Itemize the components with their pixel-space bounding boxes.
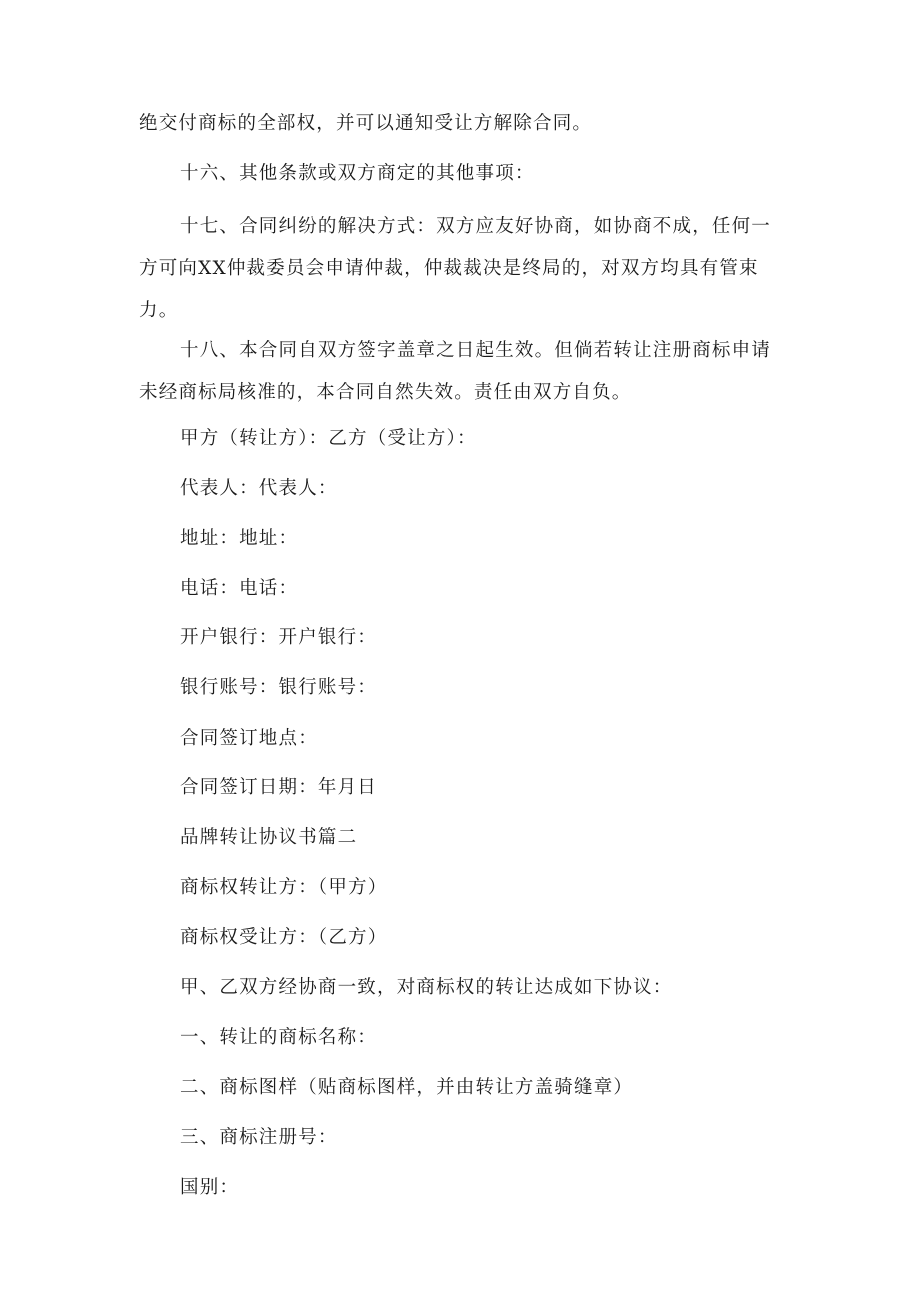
item-2: 二、商标图样（贴商标图样，并由转让方盖骑缝章） bbox=[180, 1077, 634, 1098]
item-1: 一、转让的商标名称： bbox=[180, 1027, 378, 1048]
signing-date-line: 合同签订日期：年月日 bbox=[180, 777, 378, 798]
clause-18: 十八、本合同自双方签字盖章之日起生效。但倘若转让注册商标申请未经商标局核准的，本合同自然失效。责任由双方自负。 bbox=[139, 340, 772, 403]
clause-17: 十七、合同纠纷的解决方式：双方应友好协商，如协商不成，任何一方可向XX仲裁委员会申请仲裁，仲裁裁决是终局的，对双方均具有管束力。 bbox=[139, 216, 772, 321]
country-line: 国别： bbox=[180, 1177, 240, 1198]
party-line: 甲方（转让方）：乙方（受让方）： bbox=[180, 428, 477, 449]
agreement-intro: 甲、乙双方经协商一致，对商标权的转让达成如下协议： bbox=[180, 977, 673, 998]
bank-line: 开户银行：开户银行： bbox=[180, 627, 378, 648]
representative-line: 代表人：代表人： bbox=[180, 478, 338, 499]
phone-line: 电话：电话： bbox=[180, 578, 299, 599]
address-line: 地址：地址： bbox=[180, 528, 299, 549]
clause-16: 十六、其他条款或双方商定的其他事项： bbox=[180, 163, 535, 184]
paragraph-continuation: 绝交付商标的全部权，并可以通知受让方解除合同。 bbox=[139, 113, 593, 134]
transferee-line: 商标权受让方：（乙方） bbox=[180, 927, 388, 948]
section-title: 品牌转让协议书篇二 bbox=[180, 827, 358, 848]
transferor-line: 商标权转让方：（甲方） bbox=[180, 877, 388, 898]
item-3: 三、商标注册号： bbox=[180, 1127, 338, 1148]
account-line: 银行账号：银行账号： bbox=[180, 677, 378, 698]
signing-place-line: 合同签订地点： bbox=[180, 728, 318, 749]
